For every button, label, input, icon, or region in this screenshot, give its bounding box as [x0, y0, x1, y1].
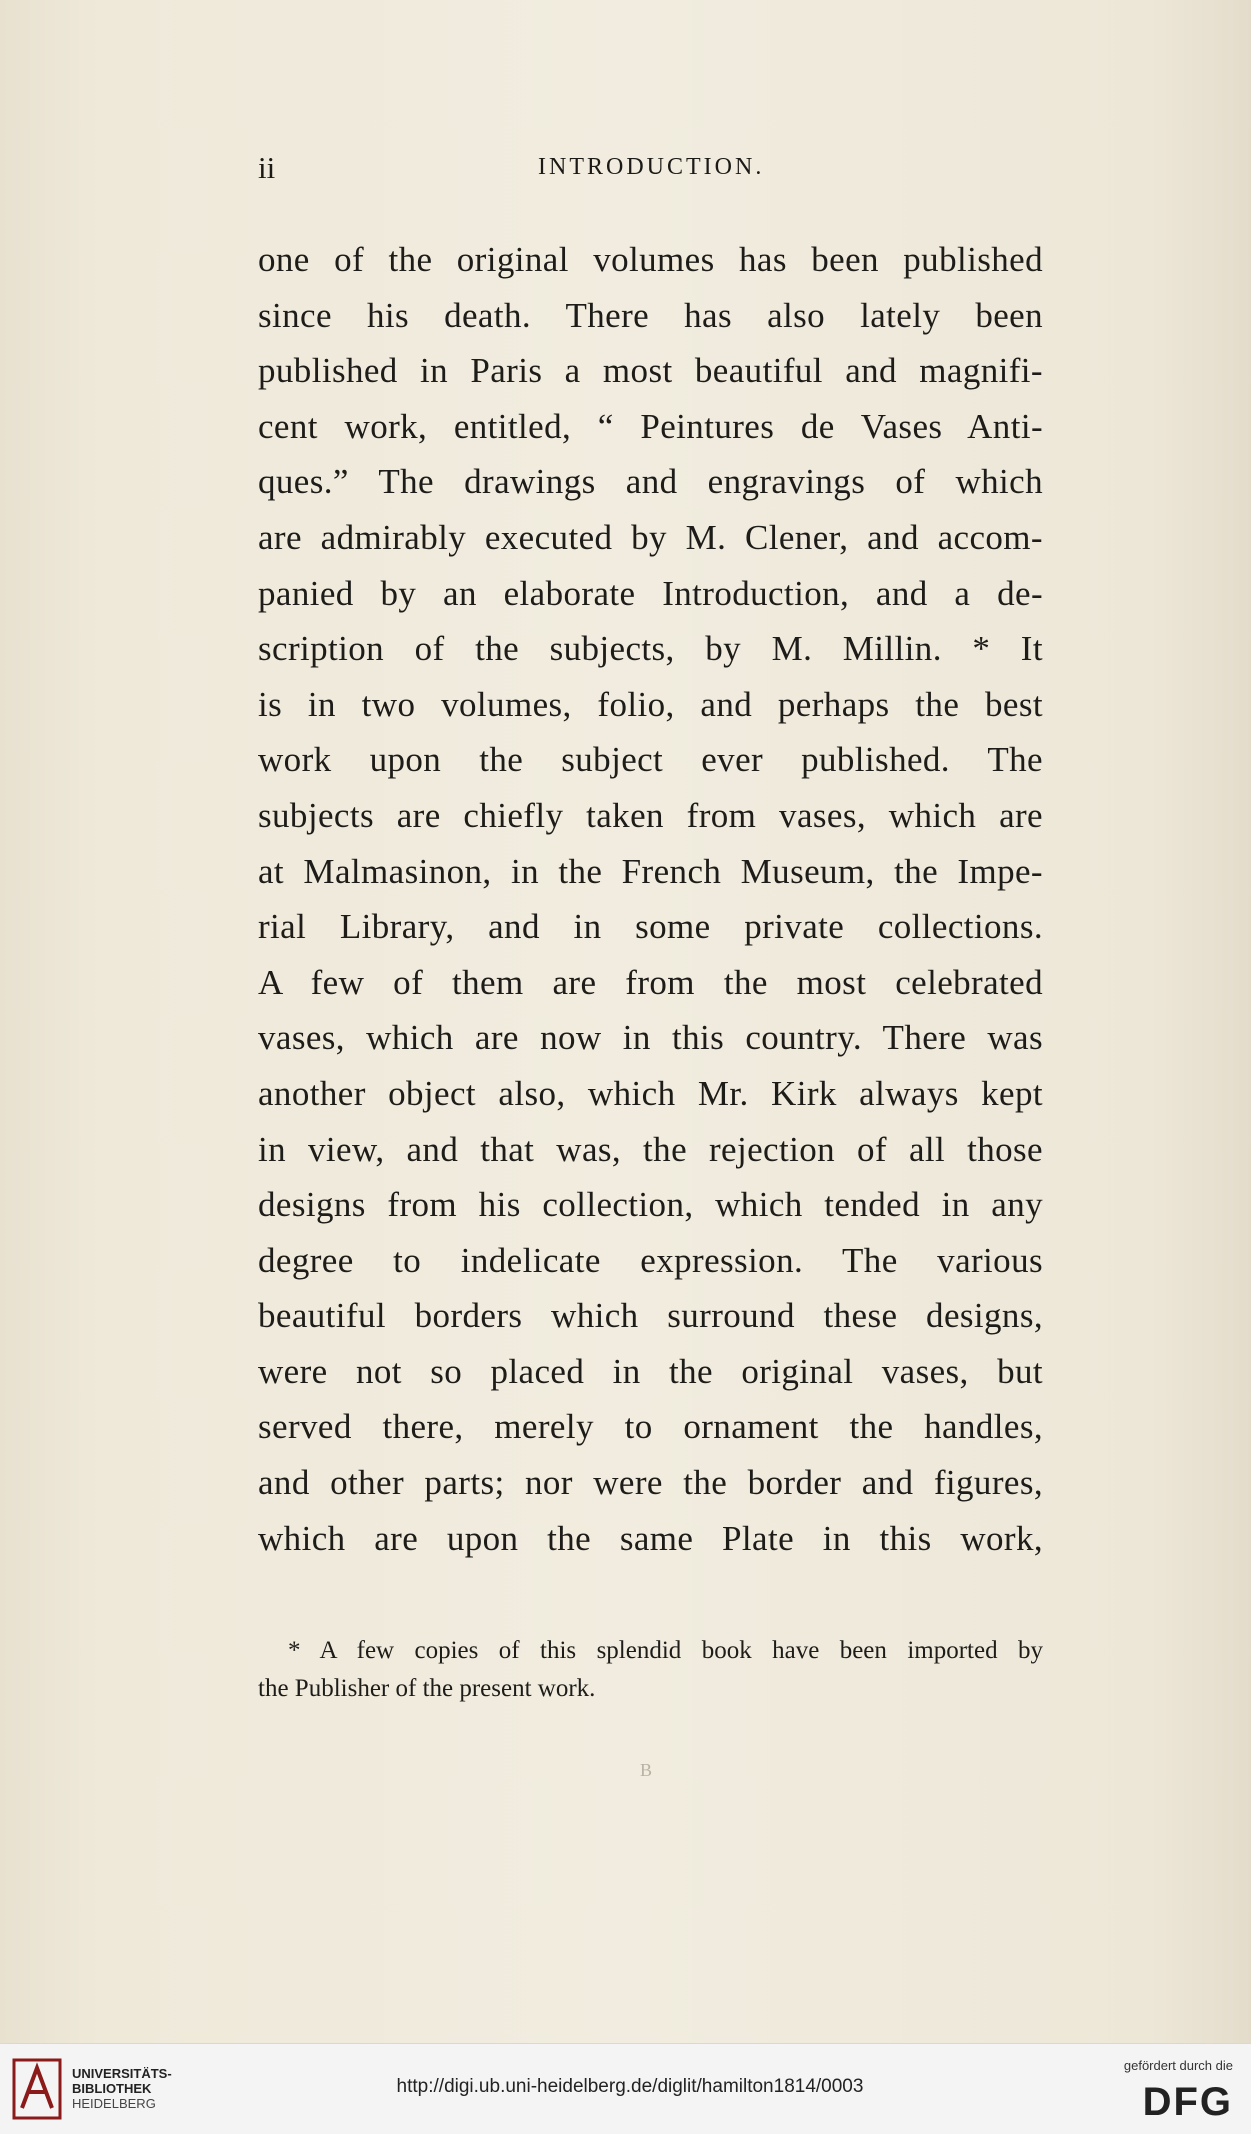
- text-line: in view, and that was, the rejection of all those: [258, 1129, 1043, 1169]
- text-line: vases, which are now in this country. There was: [258, 1018, 1043, 1058]
- text-line: which are upon the same Plate in this work,: [258, 1518, 1043, 1558]
- text-line: served there, merely to ornament the handles,: [258, 1407, 1043, 1447]
- text-line: beautiful borders which surround these designs,: [258, 1296, 1043, 1336]
- page-header: [258, 150, 1048, 190]
- text-line: one of the original volumes has been published: [258, 240, 1043, 279]
- text-line: degree to indelicate expression. The various: [258, 1240, 1043, 1280]
- institution-name: [72, 2066, 172, 2111]
- text-line: work upon the subject ever published. The: [258, 740, 1043, 780]
- funded-by-label: gefördert durch die: [1123, 2058, 1233, 2073]
- institution-line: UNIVERSITÄTS-: [72, 2066, 172, 2081]
- institution-line: BIBLIOTHEK: [72, 2081, 152, 2096]
- text-line: were not so placed in the original vases, but: [258, 1351, 1043, 1391]
- text-line: is in two volumes, folio, and perhaps the best: [258, 684, 1043, 724]
- text-line: A few of them are from the most celebrated: [258, 962, 1043, 1002]
- text-line: designs from his collection, which tended in any: [258, 1185, 1043, 1225]
- institution-line: HEIDELBERG: [72, 2096, 156, 2111]
- text-line: scription of the subjects, by M. Millin. * It: [258, 629, 1043, 669]
- text-line: since his death. There has also lately been: [258, 295, 1043, 335]
- text-line: ques.” The drawings and engravings of which: [258, 462, 1043, 502]
- body-text: [258, 232, 1043, 1566]
- footnote: [258, 1632, 1043, 1708]
- text-line: and other parts; nor were the border and figures,: [258, 1463, 1043, 1503]
- university-seal-icon: [12, 2056, 62, 2122]
- running-title: INTRODUCTION.: [538, 154, 765, 180]
- text-line: another object also, which Mr. Kirk always kept: [258, 1073, 1043, 1113]
- page-number: ii: [258, 150, 276, 185]
- signature-mark: B: [640, 1760, 653, 1780]
- dfg-logo: DFG: [1142, 2080, 1233, 2124]
- permalink[interactable]: http://digi.ub.uni-heidelberg.de/diglit/hamilton1814/0003: [396, 2076, 864, 2097]
- viewer-footer: [0, 2043, 1251, 2134]
- footnote-line: * A few copies of this splendid book have been imported by: [288, 1637, 1043, 1664]
- text-line: cent work, entitled, “ Peintures de Vases Anti-: [258, 406, 1043, 446]
- text-line: are admirably executed by M. Clener, and accom-: [258, 517, 1043, 557]
- text-line: published in Paris a most beautiful and magnifi-: [258, 351, 1043, 391]
- footnote-line: the Publisher of the present work.: [258, 1675, 596, 1702]
- text-line: at Malmasinon, in the French Museum, the Impe-: [258, 851, 1043, 891]
- text-line: subjects are chiefly taken from vases, which are: [258, 795, 1043, 835]
- text-line: rial Library, and in some private collections.: [258, 907, 1043, 947]
- text-line: panied by an elaborate Introduction, and a de-: [258, 573, 1043, 613]
